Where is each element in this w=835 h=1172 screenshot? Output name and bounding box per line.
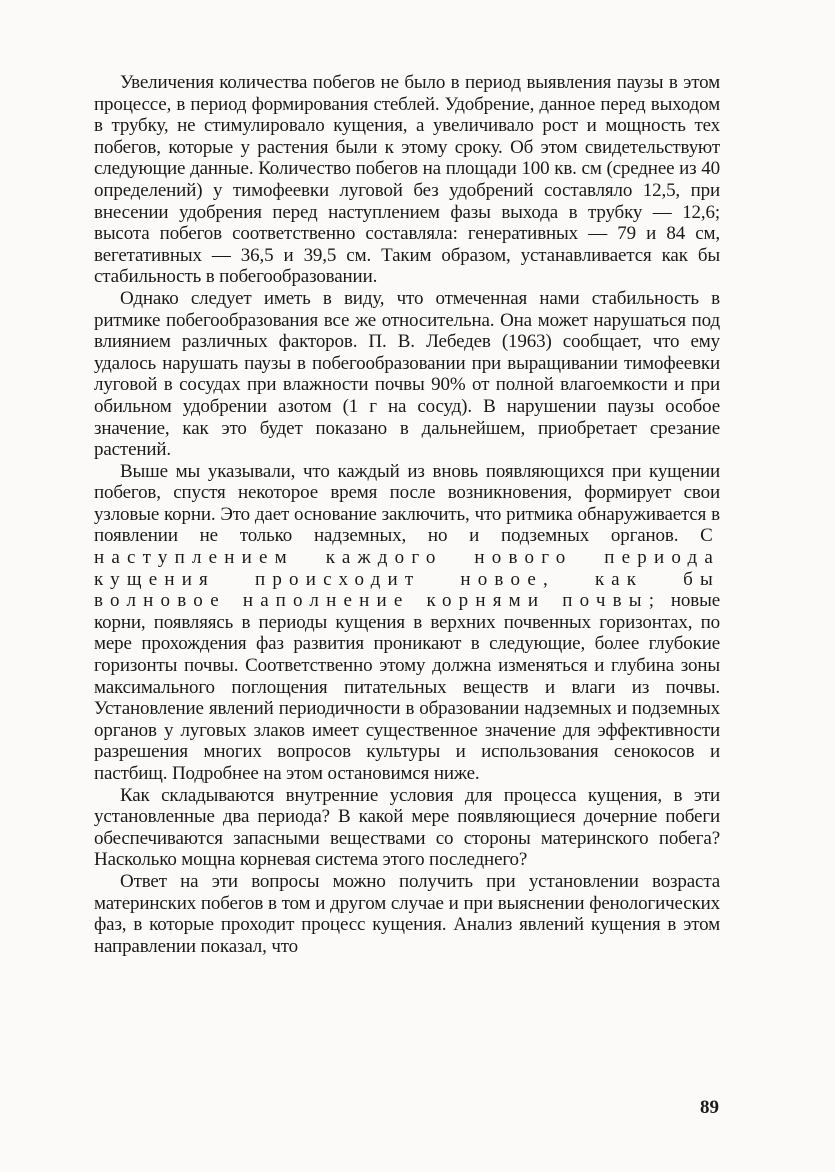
paragraph-3-lead: Выше мы указывали, что каждый из вновь появляющихся при кущении побегов, спустя некоторое время после возникновения, формирует свои узловые корни. Это дает основание заключить, что ритмика обнаруживается в появлении не только надземных, но и подземных органов. (94, 460, 720, 547)
paragraph-3-tail: новые корни, появляясь в периоды кущения в верхних почвенных горизонтах, по мере прохождения фаз развития проникают в следующие, более глубокие горизонты почвы. Соответственно этому должна изменяться и глубина зоны максимального поглощения питательных веществ и влаги из почвы. Установление явлений периодичности в образовании надземных и подземных органов у луговых злаков имеет существенное значение для эффективности разрешения многих вопросов культуры и использования сенокосов и пастбищ. Подробнее на этом остановимся ниже. (94, 590, 720, 784)
paragraph-3-emphasis: С наступлением каждого нового периода кущения происходит новое, как бы волновое наполнение корнями почвы; (94, 525, 720, 612)
paragraph-5: Ответ на эти вопросы можно получить при установлении возраста материнских побегов в том и другом случае и при выяснении фенологических фаз, в которые проходит процесс кущения. Анализ явлений кущения в этом направлении показал, что (94, 870, 720, 957)
paragraph-4: Как складываются внутренние условия для процесса кущения, в эти установленные два периода? В какой мере появляющиеся дочерние побеги обеспечиваются запасными веществами со стороны материнского побега? Насколько мощна корневая система этого последнего? (94, 784, 720, 871)
paragraph-1: Увеличения количества побегов не было в период выявления паузы в этом процессе, в период формирования стеблей. Удобрение, данное перед выходом в трубку, не стимулировало кущения, а увеличивало рост и мощность тех побегов, которые у растения были к этому сроку. Об этом свидетельствуют следующие данные. Количество побегов на площади 100 кв. см (среднее из 40 определений) у тимофеевки луговой без удобрений составляло 12,5, при внесении удобрения перед наступлением фазы выхода в трубку — 12,6; высота побегов соответственно составляла: генеративных — 79 и 84 см, вегетативных — 36,5 и 39,5 см. Таким образом, устанавливается как бы стабильность в побегообразовании. (94, 72, 720, 288)
paragraph-3 (94, 461, 720, 785)
paragraph-2: Однако следует иметь в виду, что отмеченная нами стабильность в ритмике побегообразования все же относительна. Она может нарушаться под влиянием различных факторов. П. В. Лебедев (1963) сообщает, что ему удалось нарушать паузы в побегообразовании при выращивании тимофеевки луговой в сосудах при влажности почвы 90% от полной влагоемкости и при обильном удобрении азотом (1 г на сосуд). В нарушении паузы особое значение, как это будет показано в дальнейшем, приобретает срезание растений. (94, 287, 720, 461)
body-text (94, 72, 720, 957)
page-number: 89 (700, 1097, 719, 1118)
